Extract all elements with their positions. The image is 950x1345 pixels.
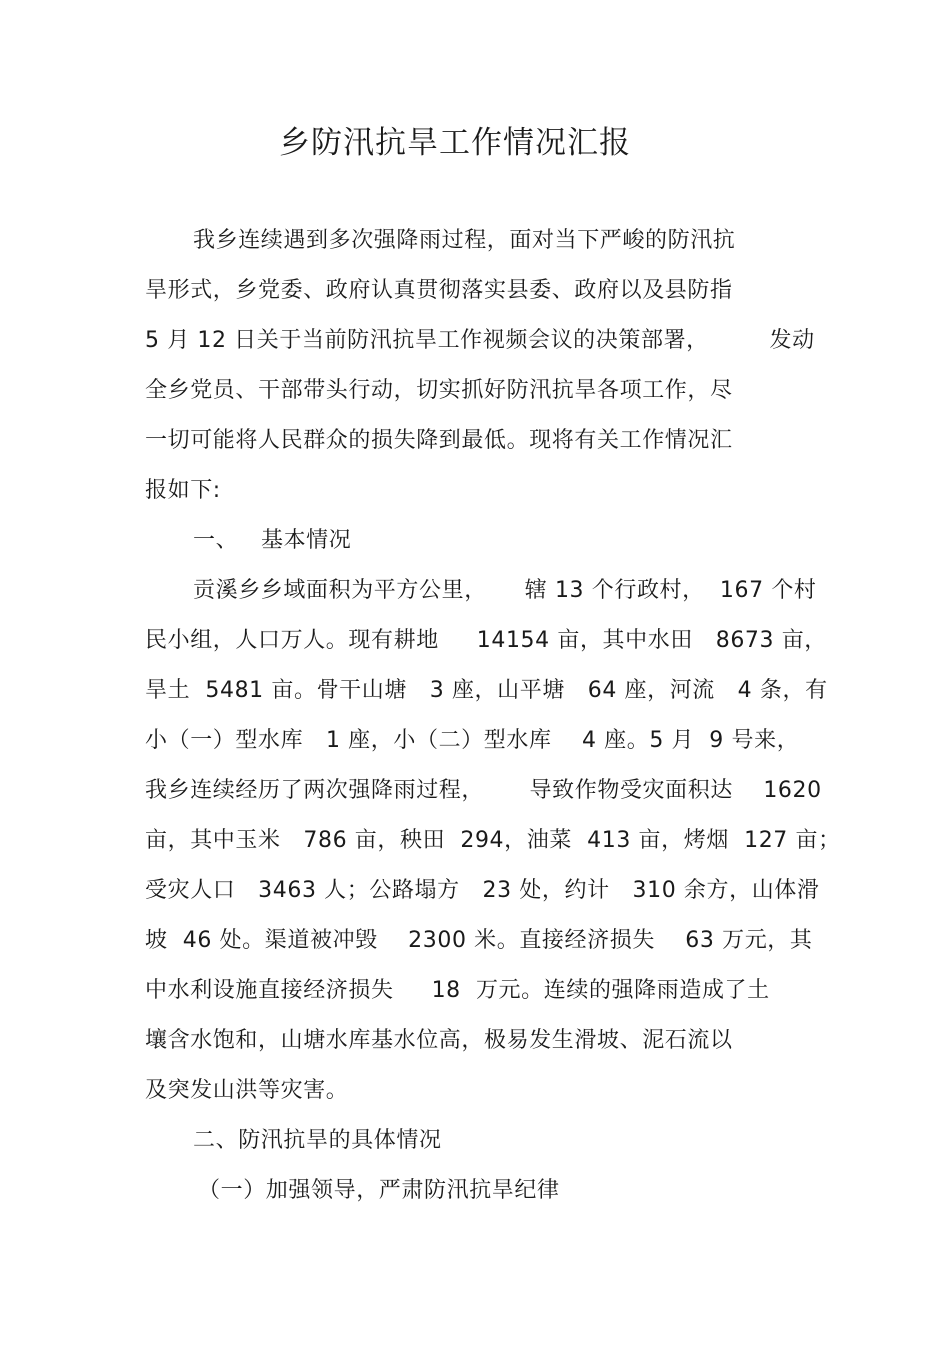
section-heading: 二、防汛抗旱的具体情况 [193, 1128, 442, 1153]
section-heading: 一、 基本情况 [193, 528, 352, 553]
body-line: 亩，其中玉米 786 亩，秧田 294，油菜 413 亩，烤烟 127 亩； [145, 828, 841, 853]
body-line: 旱土 5481 亩。骨干山塘 3 座，山平塘 64 座，河流 4 条，有 [145, 678, 828, 703]
body-line: 我乡连续经历了两次强降雨过程， 导致作物受灾面积达 1620 [145, 778, 822, 803]
body-line: 小（一）型水库 1 座，小（二）型水库 4 座。5 月 9 号来， [145, 728, 800, 753]
body-line: 全乡党员、干部带头行动，切实抓好防汛抗旱各项工作，尽 [145, 378, 733, 403]
body-line: 我乡连续遇到多次强降雨过程，面对当下严峻的防汛抗 [193, 228, 736, 253]
body-line: 及突发山洪等灾害。 [145, 1078, 349, 1103]
body-line: 旱形式，乡党委、政府认真贯彻落实县委、政府以及县防指 [145, 278, 733, 303]
body-line: 坡 46 处。渠道被冲毁 2300 米。直接经济损失 63 万元，其 [145, 928, 813, 953]
body-line: 5 月 12 日关于当前防汛抗旱工作视频会议的决策部署， 发动 [145, 328, 815, 353]
body-line: 民小组，人口万人。现有耕地 14154 亩，其中水田 8673 亩， [145, 628, 827, 653]
body-line: 报如下: [145, 478, 221, 503]
body-line: 受灾人口 3463 人；公路塌方 23 处，约计 310 余方，山体滑 [145, 878, 820, 903]
body-line: 贡溪乡乡域面积为平方公里， 辖 13 个行政村， 167 个村 [193, 578, 817, 603]
body-line: 中水利设施直接经济损失 18 万元。连续的强降雨造成了土 [145, 978, 770, 1003]
body-line: 壤含水饱和，山塘水库基水位高，极易发生滑坡、泥石流以 [145, 1028, 733, 1053]
subsection-heading: （一）加强领导，严肃防汛抗旱纪律 [198, 1178, 560, 1203]
body-line: 一切可能将人民群众的损失降到最低。现将有关工作情况汇 [145, 428, 733, 453]
document-title: 乡防汛抗旱工作情况汇报 [279, 125, 631, 161]
